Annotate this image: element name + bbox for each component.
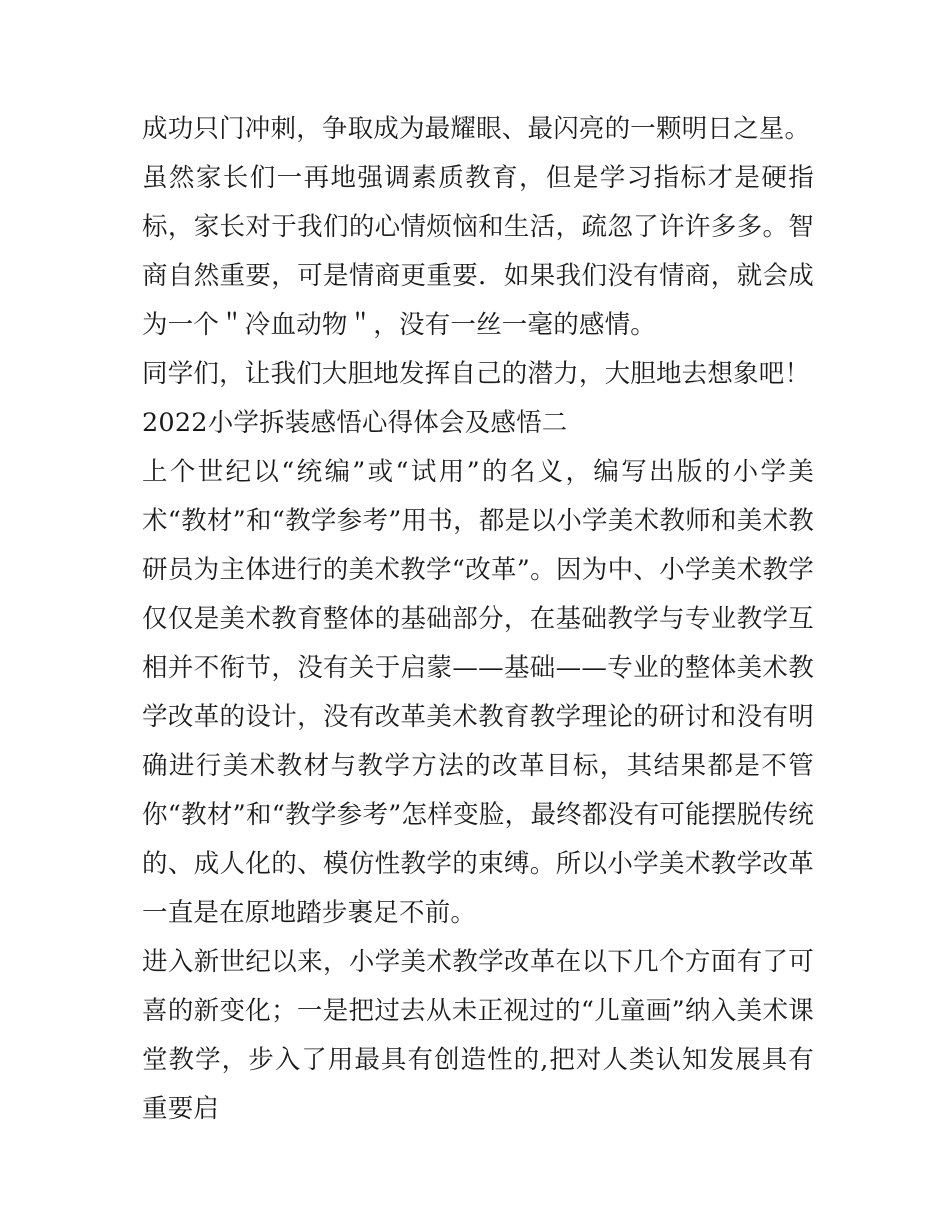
paragraph-3: 同学们，让我们大胆地发挥自己的潜力，大胆地去想象吧！ bbox=[142, 359, 811, 389]
document-body bbox=[142, 105, 814, 1134]
paragraph-1: 成功只门冲刺，争取成为最耀眼、最闪亮的一颗明日之星。 bbox=[142, 114, 811, 144]
section-paragraph-2: 进入新世纪以来，小学美术教学改革在以下几个方面有了可喜的新变化；一是把过去从未正视过的“儿童画”纳入美术课堂教学，步入了用最具有创造性的,把对人类认知发展具有重要启 bbox=[142, 947, 814, 1124]
section-title: 2022小学拆装感悟心得体会及感悟二 bbox=[142, 408, 568, 438]
section-paragraph-1: 上个世纪以“统编”或“试用”的名义，编写出版的小学美术“教材”和“教学参考”用书，都是以小学美术教师和美术教研员为主体进行的美术教学“改革”。因为中、小学美术教学仅仅是美术教育整体的基础部分，在基础教学与专业教学互相并不衔节，没有关于启蒙——基础——专业的整体美术教学改革的设计，没有改革美术教育教学理论的研讨和没有明确进行美术教材与教学方法的改革目标，其结果都是不管你“教材”和“教学参考”怎样变脸，最终都没有可能摆脱传统的、成人化的、模仿性教学的束缚。所以小学美术教学改革一直是在原地踏步裹足不前。 bbox=[142, 457, 814, 928]
paragraph-2: 虽然家长们一再地强调素质教育，但是学习指标才是硬指标，家长对于我们的心情烦恼和生活，疏忽了许许多多。智商自然重要，可是情商更重要．如果我们没有情商，就会成为一个＂冷血动物＂，没有一丝一毫的感情。 bbox=[142, 163, 814, 340]
